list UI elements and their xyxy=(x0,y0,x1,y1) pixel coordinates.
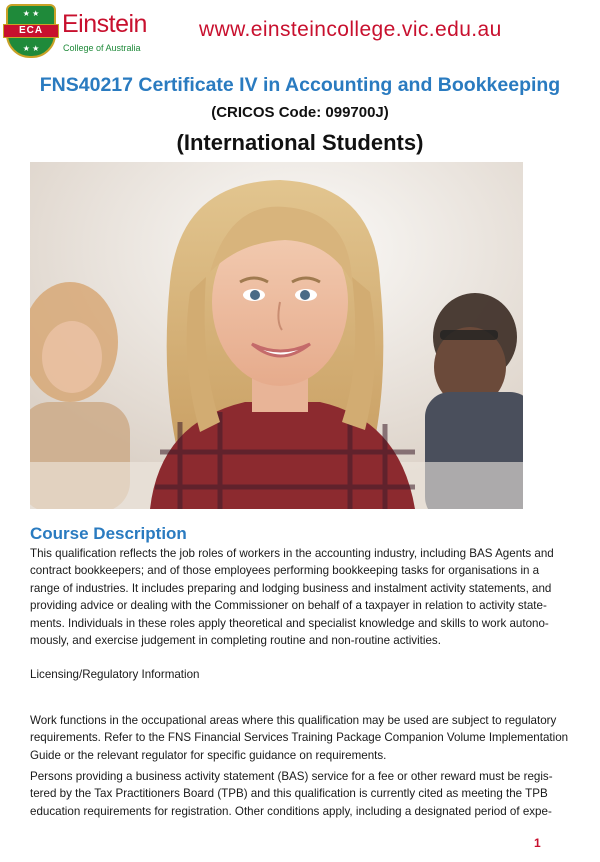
text-line: Guide or the relevant regulator for specific guidance on requirements. xyxy=(30,748,387,762)
text-line: Licensing/Regulatory Information xyxy=(30,668,200,681)
page-header xyxy=(0,0,600,64)
bas-paragraph xyxy=(30,768,553,820)
text-line: providing advice or dealing with the Commissioner on behalf of a taxpayer in relation to activity state- xyxy=(30,599,547,613)
text-line: Persons providing a business activity statement (BAS) service for a fee or other reward must be regis- xyxy=(30,770,553,783)
text-line: This qualification reflects the job roles of workers in the accounting industry, including BAS Agents and xyxy=(30,547,554,560)
logo-shield-icon: ★ ★ ★ ★ xyxy=(6,4,56,58)
logo-name: Einstein xyxy=(62,10,147,38)
text-line: Work functions in the occupational areas where this qualification may be used are subject to regulatory xyxy=(30,714,557,727)
website-url: www.einsteincollege.vic.edu.au xyxy=(199,18,502,41)
text-line: range of industries. It includes preparing and lodging business and instalment activity statements, and xyxy=(30,581,552,595)
audience-heading: (International Students) xyxy=(176,130,424,155)
course-title: FNS40217 Certificate IV in Accounting and Bookkeeping xyxy=(39,74,561,96)
course-description-heading: Course Description xyxy=(30,524,187,543)
course-description-paragraph xyxy=(30,545,554,649)
logo-subtitle: College of Australia xyxy=(63,43,141,53)
text-line: ments. Individuals in these roles apply theoretical and specialist knowledge and skills to work autono- xyxy=(30,616,549,630)
college-logo xyxy=(6,4,146,58)
cricos-code: (CRICOS Code: 099700J) xyxy=(211,104,389,121)
text-line: tered by the Tax Practitioners Board (TPB) and this qualification is currently cited as meeting the TPB xyxy=(30,787,548,801)
text-line: education requirements for registration. Other conditions apply, including a designated period of expe- xyxy=(30,804,552,818)
logo-badge: ECA xyxy=(3,24,59,38)
student-photo xyxy=(30,162,523,509)
licensing-heading xyxy=(30,666,550,683)
text-line: contract bookkeepers; and of those employees performing bookkeeping tasks for organisations in a xyxy=(30,564,540,578)
regulatory-paragraph xyxy=(30,712,569,764)
text-line: mously, and exercise judgement in completing routine and non-routine activities. xyxy=(30,634,441,648)
text-line: requirements. Refer to the FNS Financial Services Training Package Companion Volume Implementation xyxy=(30,731,569,745)
page-number: 1 xyxy=(534,836,541,850)
